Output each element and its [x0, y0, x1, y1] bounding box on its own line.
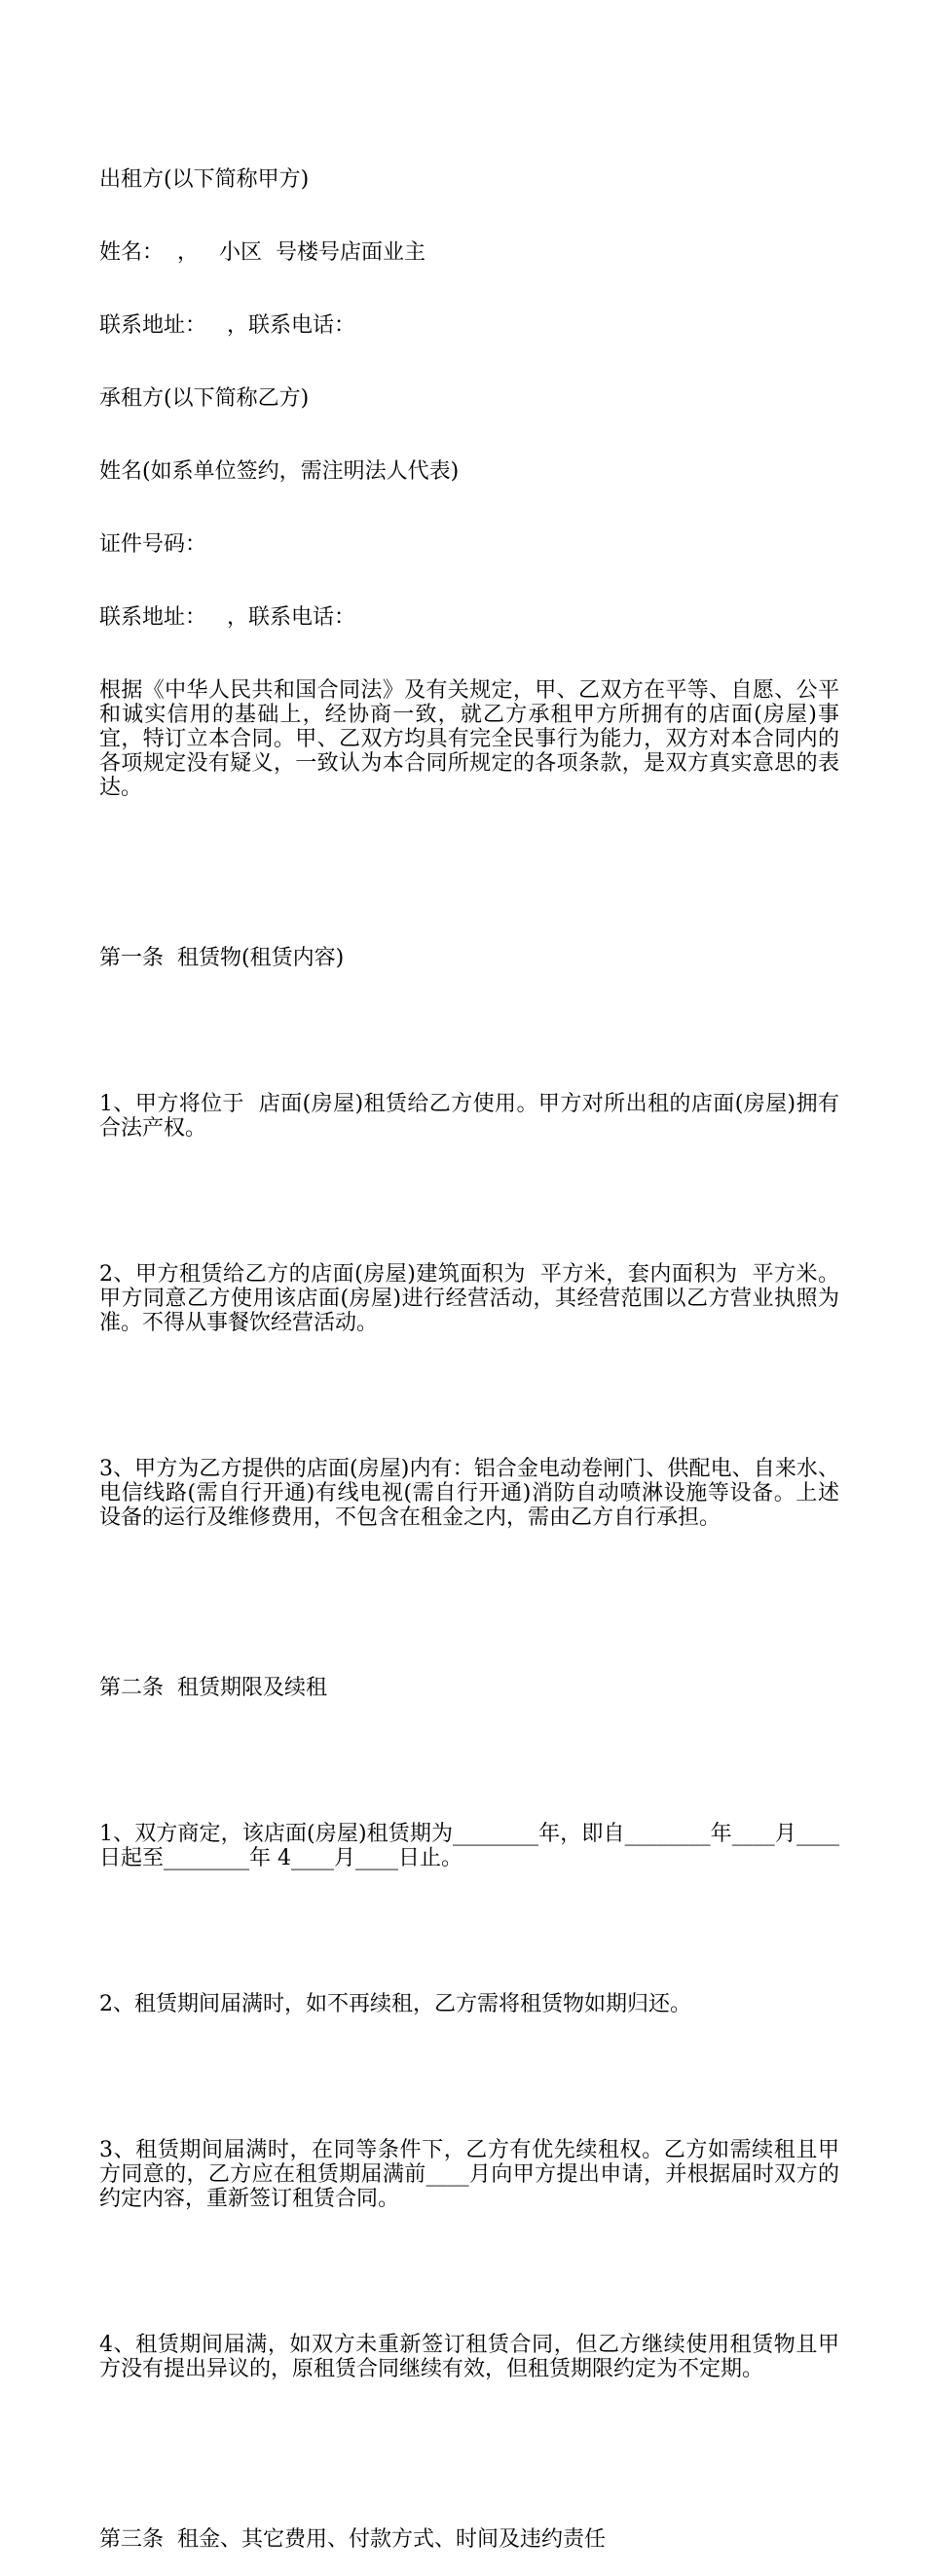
article3-heading: 第三条 租金、其它费用、付款方式、时间及违约责任: [99, 2527, 606, 2552]
lessee-id: 证件号码：: [99, 532, 207, 557]
article1-clause1: 1、甲方将位于 店面(房屋)租赁给乙方使用。甲方对所出租的店面(房屋)拥有合法产权。: [99, 1092, 839, 1141]
spacer: [99, 1019, 839, 1043]
preamble-paragraph: 根据《中华人民共和国合同法》及有关规定，甲、乙双方在平等、自愿、公平和诚实信用的基础上，经协商一致，就乙方承租甲方所拥有的店面(房屋)事宜，特订立本合同。甲、乙双方均具有完全民事行为能力，双方对本合同内的各项规定没有疑义，一致认为本合同所规定的各项条款，是双方真实意思的表达。: [99, 678, 839, 800]
spacer: [99, 1919, 839, 1943]
article2-clause2: 2、租赁期间届满时，如不再续租，乙方需将租赁物如期归还。: [99, 1992, 691, 2016]
spacer: [99, 2065, 839, 2089]
lessor-contact: 联系地址： ，联系电话：: [99, 313, 355, 338]
lessor-name: 姓名： ， 小区 号楼号店面业主: [99, 240, 426, 265]
spacer: [99, 2454, 839, 2479]
lessee-name: 姓名(如系单位签约，需注明法人代表): [99, 459, 460, 484]
spacer: [99, 1603, 839, 1627]
article1-clause2: 2、甲方租赁给乙方的店面(房屋)建筑面积为 平方米，套内面积为 平方米。甲方同意乙方使用该店面(房屋)进行经营活动，其经营范围以乙方营业执照为准。不得从事餐饮经营活动。: [99, 1262, 839, 1335]
spacer: [99, 2260, 839, 2284]
article1-clause3: 3、甲方为乙方提供的店面(房屋)内有：铝合金电动卷闸门、供配电、自来水、电信线路(需自行开通)有线电视(需自行开通)消防自动喷淋设施等设备。上述设备的运行及维修费用，不包含在租金之内，需由乙方自行承担。: [99, 1457, 839, 1530]
contract-document: [99, 119, 839, 2576]
article2-heading: 第二条 租赁期限及续租: [99, 1676, 327, 1700]
article2-clause1: 1、双方商定，该店面(房屋)租赁期为________年，即自________年____月____日起至________年 4____月____日止。: [99, 1822, 839, 1870]
article1-heading: 第一条 租赁物(租赁内容): [99, 946, 345, 970]
lessor-title: 出租方(以下简称甲方): [99, 167, 310, 192]
spacer: [99, 873, 839, 897]
lessee-contact: 联系地址： ，联系电话：: [99, 605, 355, 630]
spacer: [99, 1189, 839, 1214]
article2-clause4: 4、租赁期间届满，如双方未重新签订租赁合同，但乙方继续使用租赁物且甲方没有提出异议的，原租赁合同继续有效，但租赁期限约定为不定期。: [99, 2333, 839, 2381]
spacer: [99, 1749, 839, 1773]
spacer: [99, 1384, 839, 1408]
article2-clause3: 3、租赁期间届满时，在同等条件下，乙方有优先续租权。乙方如需续租且甲方同意的，乙方应在租赁期届满前____月向甲方提出申请，并根据届时双方的约定内容，重新签订租赁合同。: [99, 2138, 839, 2211]
lessee-title: 承租方(以下简称乙方): [99, 386, 310, 411]
